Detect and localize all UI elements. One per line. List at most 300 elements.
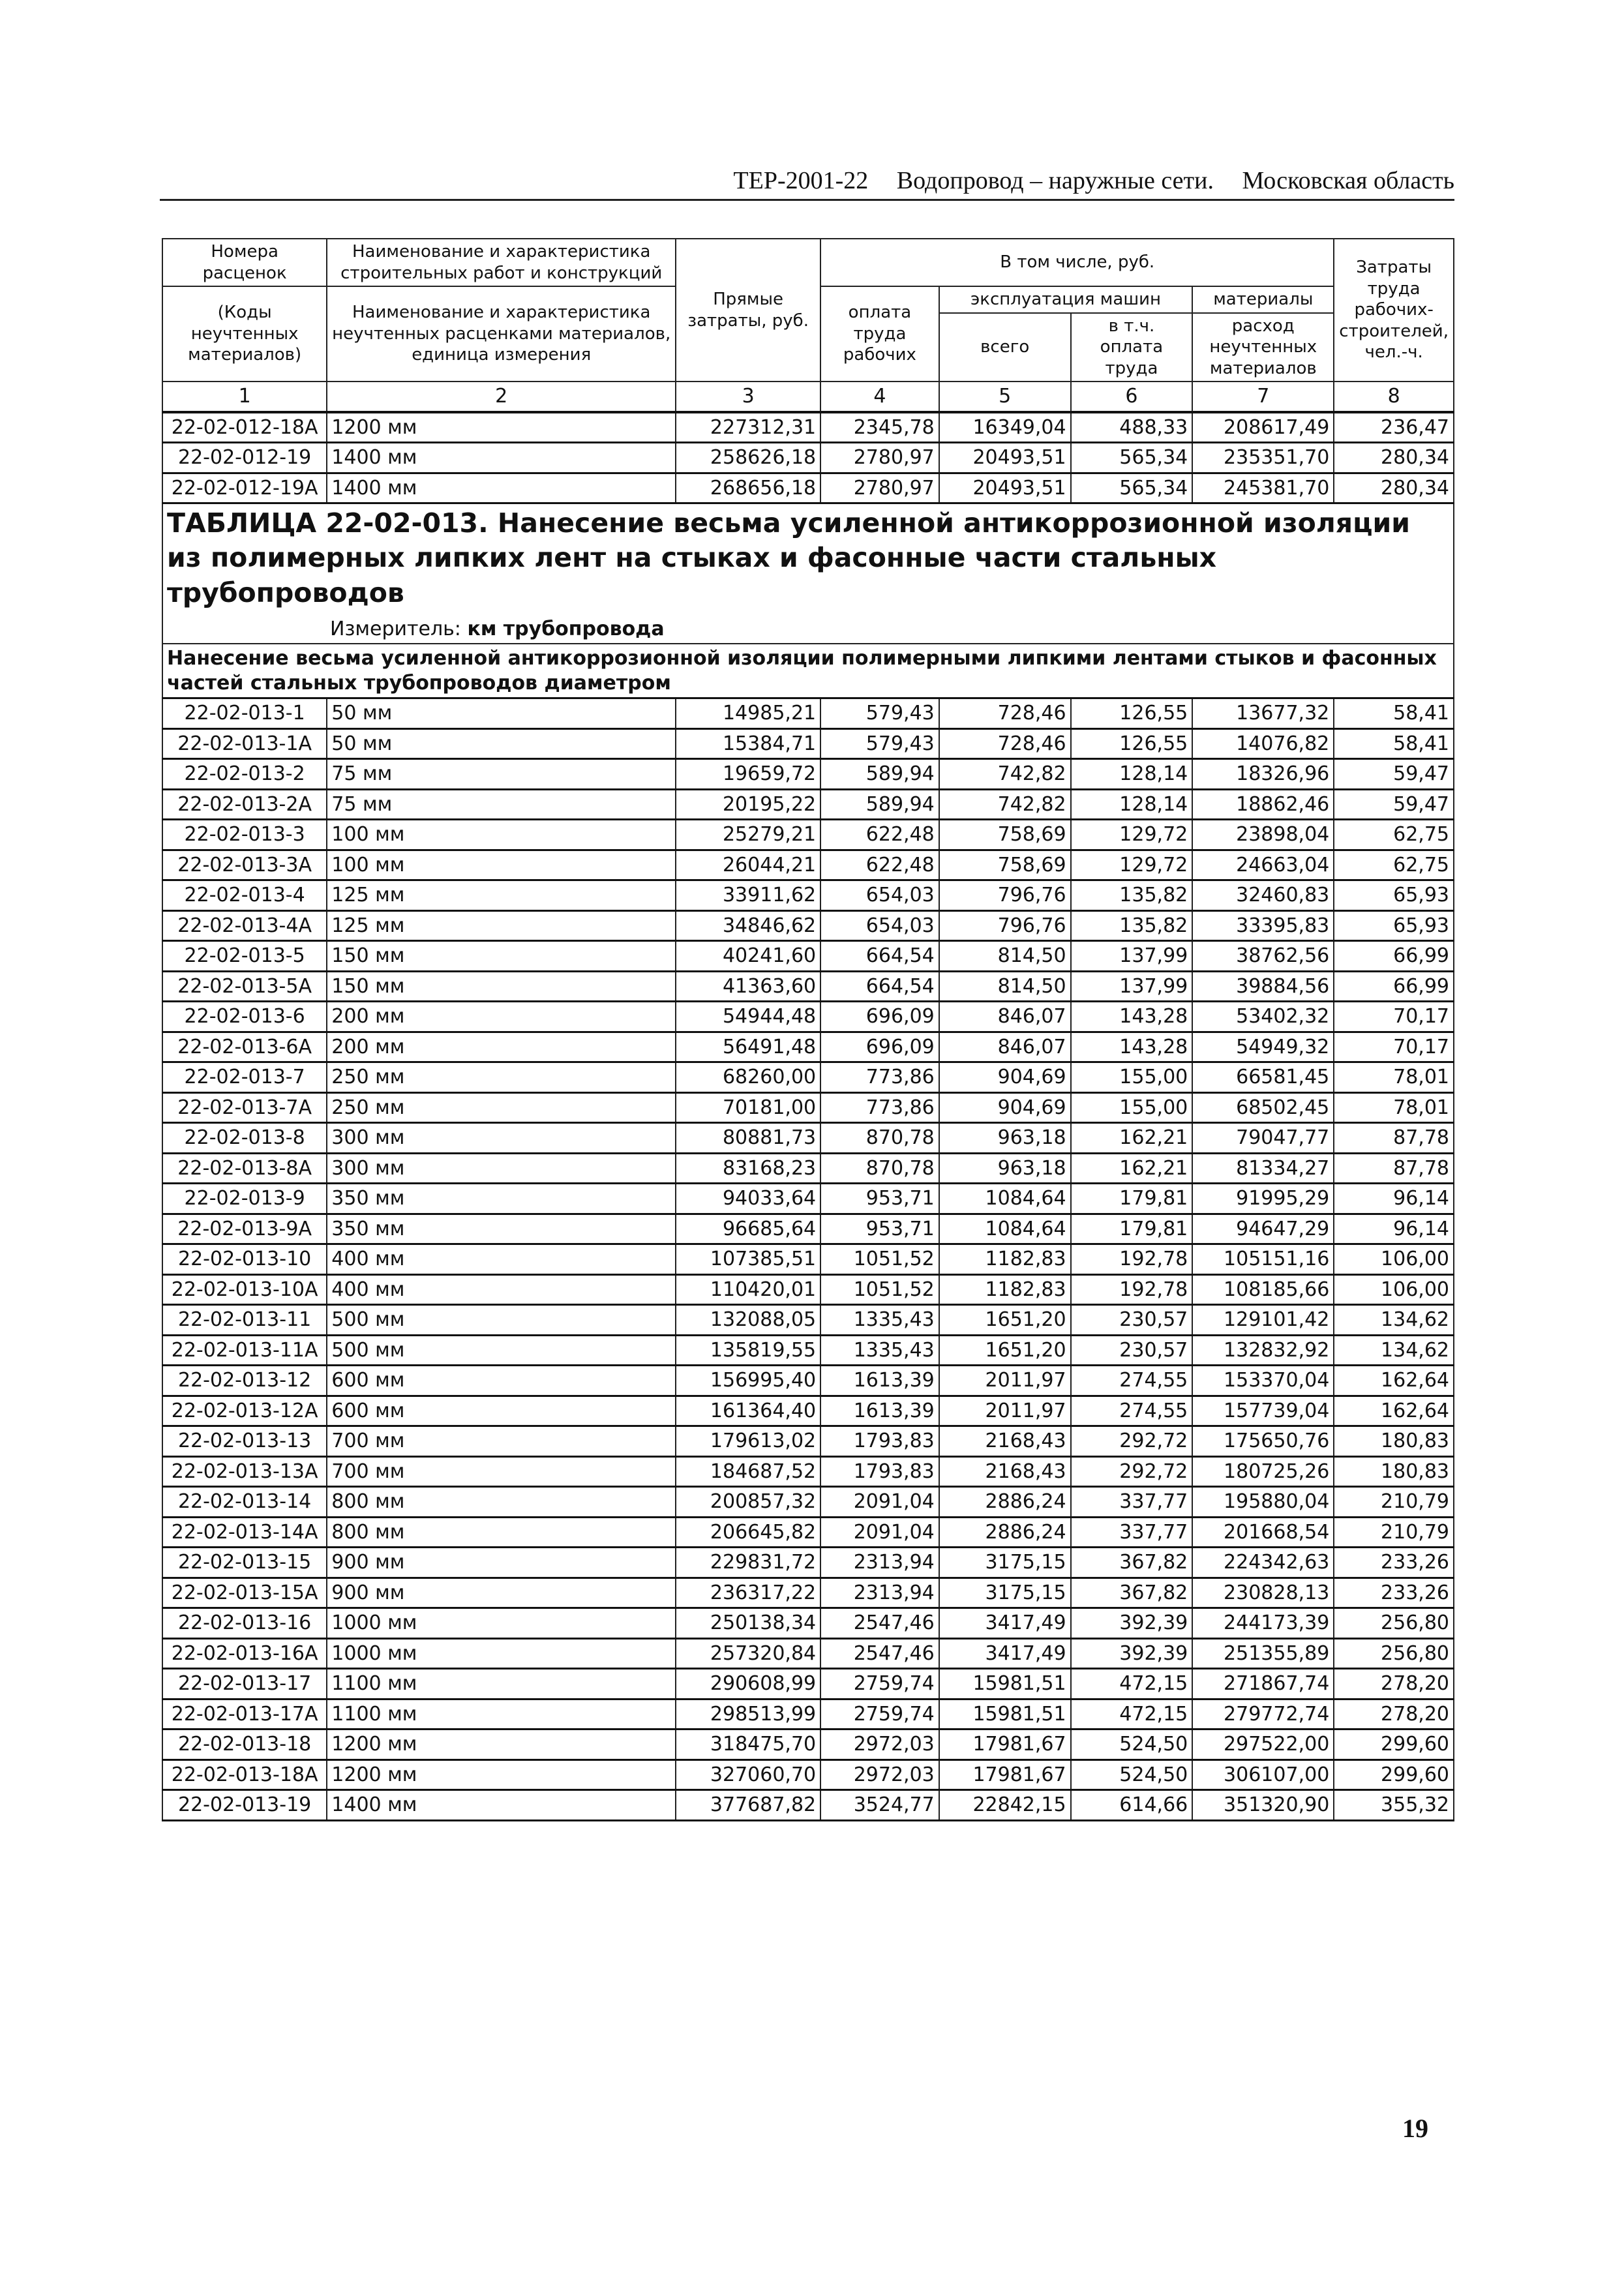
- labor-hours: 87,78: [1334, 1123, 1454, 1154]
- materials-cost: 79047,77: [1192, 1123, 1334, 1154]
- labor-hours: 59,47: [1334, 759, 1454, 790]
- machines-labor: 192,78: [1071, 1274, 1193, 1305]
- direct-costs: 54944,48: [676, 1002, 820, 1032]
- table-row: [162, 473, 1454, 503]
- labor-pay: 2091,04: [820, 1517, 939, 1548]
- table-row: [162, 1062, 1454, 1093]
- direct-costs: 96685,64: [676, 1214, 820, 1244]
- rate-code: 22-02-013-2: [162, 759, 327, 790]
- labor-pay: 696,09: [820, 1002, 939, 1032]
- table-row: [162, 941, 1454, 972]
- labor-pay: 1613,39: [820, 1396, 939, 1426]
- machines-labor: 162,21: [1071, 1123, 1193, 1154]
- work-name: 500 мм: [327, 1335, 676, 1366]
- rate-code: 22-02-013-11А: [162, 1335, 327, 1366]
- table-row: [162, 443, 1454, 473]
- rate-code: 22-02-012-19: [162, 443, 327, 473]
- labor-pay: 589,94: [820, 789, 939, 820]
- labor-pay: 696,09: [820, 1032, 939, 1062]
- table-row: [162, 1608, 1454, 1639]
- labor-pay: 2547,46: [820, 1608, 939, 1639]
- machines-total: 742,82: [939, 789, 1071, 820]
- measurer-value: км трубопровода: [467, 617, 665, 640]
- labor-pay: 2345,78: [820, 412, 939, 443]
- machines-total: 742,82: [939, 759, 1071, 790]
- work-name: 1400 мм: [327, 1790, 676, 1821]
- rate-code: 22-02-013-16: [162, 1608, 327, 1639]
- table-row: [162, 1366, 1454, 1396]
- machines-total: 2011,97: [939, 1396, 1071, 1426]
- labor-pay: 622,48: [820, 820, 939, 850]
- direct-costs: 206645,82: [676, 1517, 820, 1548]
- materials-cost: 251355,89: [1192, 1638, 1334, 1669]
- machines-total: 16349,04: [939, 412, 1071, 443]
- work-name: 350 мм: [327, 1184, 676, 1214]
- col-header-labor-pay: оплата труда рабочих: [820, 286, 939, 382]
- machines-total: 1651,20: [939, 1305, 1071, 1336]
- machines-total: 728,46: [939, 728, 1071, 759]
- col-header-machines-total: всего: [939, 313, 1071, 382]
- table-row: [162, 1699, 1454, 1729]
- materials-cost: 230828,13: [1192, 1578, 1334, 1608]
- work-name: 700 мм: [327, 1426, 676, 1457]
- direct-costs: 34846,62: [676, 910, 820, 941]
- materials-cost: 279772,74: [1192, 1699, 1334, 1729]
- measurer-label: Измеритель:: [330, 617, 461, 640]
- work-name: 50 мм: [327, 698, 676, 729]
- rate-code: 22-02-013-19: [162, 1790, 327, 1821]
- materials-cost: 105151,16: [1192, 1244, 1334, 1275]
- labor-hours: 96,14: [1334, 1184, 1454, 1214]
- labor-pay: 870,78: [820, 1123, 939, 1154]
- measurer: [330, 617, 1449, 642]
- machines-total: 17981,67: [939, 1759, 1071, 1790]
- table-row: [162, 880, 1454, 911]
- machines-labor: 230,57: [1071, 1305, 1193, 1336]
- rate-code: 22-02-013-7А: [162, 1092, 327, 1123]
- machines-labor: 524,50: [1071, 1729, 1193, 1760]
- labor-hours: 256,80: [1334, 1608, 1454, 1639]
- direct-costs: 290608,99: [676, 1669, 820, 1700]
- labor-pay: 2091,04: [820, 1487, 939, 1518]
- direct-costs: 156995,40: [676, 1366, 820, 1396]
- table-row: [162, 1517, 1454, 1548]
- materials-cost: 271867,74: [1192, 1669, 1334, 1700]
- machines-total: 728,46: [939, 698, 1071, 729]
- labor-hours: 87,78: [1334, 1153, 1454, 1184]
- labor-hours: 70,17: [1334, 1032, 1454, 1062]
- machines-labor: 179,81: [1071, 1214, 1193, 1244]
- work-name: 200 мм: [327, 1032, 676, 1062]
- machines-labor: 179,81: [1071, 1184, 1193, 1214]
- materials-cost: 32460,83: [1192, 880, 1334, 911]
- labor-hours: 280,34: [1334, 473, 1454, 503]
- materials-cost: 81334,27: [1192, 1153, 1334, 1184]
- materials-cost: 38762,56: [1192, 941, 1334, 972]
- labor-hours: 355,32: [1334, 1790, 1454, 1821]
- machines-total: 1182,83: [939, 1244, 1071, 1275]
- direct-costs: 327060,70: [676, 1759, 820, 1790]
- materials-cost: 33395,83: [1192, 910, 1334, 941]
- machines-labor: 292,72: [1071, 1456, 1193, 1487]
- labor-hours: 162,64: [1334, 1396, 1454, 1426]
- work-name: 150 мм: [327, 971, 676, 1002]
- work-name: 600 мм: [327, 1366, 676, 1396]
- table-row: [162, 1790, 1454, 1821]
- materials-cost: 297522,00: [1192, 1729, 1334, 1760]
- labor-pay: 1793,83: [820, 1426, 939, 1457]
- rate-code: 22-02-013-5А: [162, 971, 327, 1002]
- rate-code: 22-02-013-10А: [162, 1274, 327, 1305]
- table-row: [162, 1274, 1454, 1305]
- labor-hours: 106,00: [1334, 1274, 1454, 1305]
- work-name: 100 мм: [327, 820, 676, 850]
- direct-costs: 25279,21: [676, 820, 820, 850]
- labor-hours: 59,47: [1334, 789, 1454, 820]
- table-row: [162, 1244, 1454, 1275]
- col-header-machines: эксплуатация машин: [939, 286, 1193, 313]
- rate-code: 22-02-013-4: [162, 880, 327, 911]
- col-header-material-codes: (Коды неучтенных материалов): [162, 286, 327, 382]
- table-row: [162, 850, 1454, 880]
- machines-labor: 367,82: [1071, 1578, 1193, 1608]
- machines-total: 3417,49: [939, 1608, 1071, 1639]
- machines-labor: 292,72: [1071, 1426, 1193, 1457]
- rate-code: 22-02-013-9А: [162, 1214, 327, 1244]
- direct-costs: 14985,21: [676, 698, 820, 729]
- work-name: 700 мм: [327, 1456, 676, 1487]
- col-number: 6: [1071, 382, 1193, 412]
- rate-code: 22-02-013-8: [162, 1123, 327, 1154]
- labor-pay: 2759,74: [820, 1699, 939, 1729]
- machines-total: 1084,64: [939, 1184, 1071, 1214]
- materials-cost: 54949,32: [1192, 1032, 1334, 1062]
- table-row: [162, 789, 1454, 820]
- direct-costs: 20195,22: [676, 789, 820, 820]
- labor-hours: 233,26: [1334, 1578, 1454, 1608]
- rate-code: 22-02-013-13: [162, 1426, 327, 1457]
- labor-pay: 664,54: [820, 941, 939, 972]
- labor-pay: 3524,77: [820, 1790, 939, 1821]
- direct-costs: 132088,05: [676, 1305, 820, 1336]
- machines-total: 3175,15: [939, 1578, 1071, 1608]
- rate-code: 22-02-013-6: [162, 1002, 327, 1032]
- labor-hours: 96,14: [1334, 1214, 1454, 1244]
- machines-labor: 155,00: [1071, 1062, 1193, 1093]
- labor-pay: 1613,39: [820, 1366, 939, 1396]
- table-rows: [162, 698, 1454, 1821]
- direct-costs: 94033,64: [676, 1184, 820, 1214]
- work-name: 75 мм: [327, 759, 676, 790]
- machines-total: 17981,67: [939, 1729, 1071, 1760]
- direct-costs: 318475,70: [676, 1729, 820, 1760]
- col-header-machines-labor: в т.ч. оплата труда: [1071, 313, 1193, 382]
- col-number: 4: [820, 382, 939, 412]
- col-number: 5: [939, 382, 1071, 412]
- machines-labor: 126,55: [1071, 698, 1193, 729]
- rate-code: 22-02-012-18А: [162, 412, 327, 443]
- labor-hours: 210,79: [1334, 1487, 1454, 1518]
- machines-total: 3175,15: [939, 1548, 1071, 1578]
- direct-costs: 268656,18: [676, 473, 820, 503]
- direct-costs: 26044,21: [676, 850, 820, 880]
- machines-labor: 524,50: [1071, 1759, 1193, 1790]
- work-name: 50 мм: [327, 728, 676, 759]
- direct-costs: 80881,73: [676, 1123, 820, 1154]
- machines-labor: 392,39: [1071, 1638, 1193, 1669]
- labor-hours: 78,01: [1334, 1092, 1454, 1123]
- materials-cost: 224342,63: [1192, 1548, 1334, 1578]
- direct-costs: 229831,72: [676, 1548, 820, 1578]
- machines-labor: 274,55: [1071, 1396, 1193, 1426]
- materials-cost: 66581,45: [1192, 1062, 1334, 1093]
- work-name: 75 мм: [327, 789, 676, 820]
- machines-total: 796,76: [939, 880, 1071, 911]
- labor-pay: 773,86: [820, 1062, 939, 1093]
- direct-costs: 70181,00: [676, 1092, 820, 1123]
- labor-pay: 953,71: [820, 1184, 939, 1214]
- materials-cost: 175650,76: [1192, 1426, 1334, 1457]
- work-name: 500 мм: [327, 1305, 676, 1336]
- table-row: [162, 1487, 1454, 1518]
- machines-total: 2011,97: [939, 1366, 1071, 1396]
- table-row: [162, 820, 1454, 850]
- table-row: [162, 1669, 1454, 1700]
- labor-pay: 953,71: [820, 1214, 939, 1244]
- materials-cost: 201668,54: [1192, 1517, 1334, 1548]
- table-row: [162, 1092, 1454, 1123]
- work-name: 250 мм: [327, 1062, 676, 1093]
- work-name: 1400 мм: [327, 443, 676, 473]
- materials-cost: 157739,04: [1192, 1396, 1334, 1426]
- table-row: [162, 728, 1454, 759]
- rate-code: 22-02-013-17: [162, 1669, 327, 1700]
- labor-pay: 1051,52: [820, 1244, 939, 1275]
- direct-costs: 161364,40: [676, 1396, 820, 1426]
- work-name: 1000 мм: [327, 1608, 676, 1639]
- machines-labor: 135,82: [1071, 880, 1193, 911]
- materials-cost: 129101,42: [1192, 1305, 1334, 1336]
- machines-labor: 162,21: [1071, 1153, 1193, 1184]
- table-row: [162, 1456, 1454, 1487]
- labor-hours: 65,93: [1334, 880, 1454, 911]
- machines-total: 904,69: [939, 1062, 1071, 1093]
- table-row: [162, 1578, 1454, 1608]
- work-name: 1100 мм: [327, 1669, 676, 1700]
- rate-code: 22-02-012-19А: [162, 473, 327, 503]
- labor-pay: 2780,97: [820, 473, 939, 503]
- work-name: 125 мм: [327, 880, 676, 911]
- col-header-materials: материалы: [1192, 286, 1334, 313]
- rate-code: 22-02-013-5: [162, 941, 327, 972]
- labor-hours: 233,26: [1334, 1548, 1454, 1578]
- machines-total: 963,18: [939, 1153, 1071, 1184]
- labor-hours: 180,83: [1334, 1426, 1454, 1457]
- labor-hours: 70,17: [1334, 1002, 1454, 1032]
- labor-hours: 106,00: [1334, 1244, 1454, 1275]
- work-name: 300 мм: [327, 1153, 676, 1184]
- col-number: 3: [676, 382, 820, 412]
- rates-table: [162, 238, 1454, 1821]
- labor-pay: 870,78: [820, 1153, 939, 1184]
- machines-total: 3417,49: [939, 1638, 1071, 1669]
- direct-costs: 258626,18: [676, 443, 820, 473]
- machines-total: 758,69: [939, 820, 1071, 850]
- col-number: 7: [1192, 382, 1334, 412]
- machines-total: 796,76: [939, 910, 1071, 941]
- table-row: [162, 1123, 1454, 1154]
- machines-labor: 192,78: [1071, 1244, 1193, 1275]
- rate-code: 22-02-013-2А: [162, 789, 327, 820]
- machines-total: 15981,51: [939, 1699, 1071, 1729]
- table-row: [162, 1729, 1454, 1760]
- table-title-block: [162, 503, 1454, 644]
- machines-labor: 137,99: [1071, 971, 1193, 1002]
- labor-pay: 2759,74: [820, 1669, 939, 1700]
- col-number: 8: [1334, 382, 1454, 412]
- machines-total: 846,07: [939, 1032, 1071, 1062]
- rate-code: 22-02-013-1: [162, 698, 327, 729]
- rate-code: 22-02-013-12: [162, 1366, 327, 1396]
- machines-labor: 565,34: [1071, 443, 1193, 473]
- work-name: 1000 мм: [327, 1638, 676, 1669]
- col-header-codes: Номера расценок: [162, 239, 327, 286]
- work-name: 200 мм: [327, 1002, 676, 1032]
- materials-cost: 18326,96: [1192, 759, 1334, 790]
- direct-costs: 15384,71: [676, 728, 820, 759]
- labor-hours: 66,99: [1334, 941, 1454, 972]
- machines-labor: 337,77: [1071, 1517, 1193, 1548]
- machines-labor: 614,66: [1071, 1790, 1193, 1821]
- labor-hours: 78,01: [1334, 1062, 1454, 1093]
- labor-hours: 236,47: [1334, 412, 1454, 443]
- table-row: [162, 1305, 1454, 1336]
- work-name: 1400 мм: [327, 473, 676, 503]
- materials-cost: 94647,29: [1192, 1214, 1334, 1244]
- table-row: [162, 1396, 1454, 1426]
- materials-cost: 351320,90: [1192, 1790, 1334, 1821]
- labor-pay: 1793,83: [820, 1456, 939, 1487]
- table-row: [162, 971, 1454, 1002]
- direct-costs: 250138,34: [676, 1608, 820, 1639]
- page-number: 19: [1402, 2114, 1428, 2143]
- materials-cost: 68502,45: [1192, 1092, 1334, 1123]
- rate-code: 22-02-013-7: [162, 1062, 327, 1093]
- direct-costs: 200857,32: [676, 1487, 820, 1518]
- materials-cost: 245381,70: [1192, 473, 1334, 503]
- machines-total: 846,07: [939, 1002, 1071, 1032]
- labor-hours: 134,62: [1334, 1305, 1454, 1336]
- work-name: 900 мм: [327, 1548, 676, 1578]
- direct-costs: 110420,01: [676, 1274, 820, 1305]
- labor-pay: 1335,43: [820, 1305, 939, 1336]
- col-header-group: В том числе, руб.: [820, 239, 1334, 286]
- work-name: 125 мм: [327, 910, 676, 941]
- machines-labor: 472,15: [1071, 1699, 1193, 1729]
- col-header-material-name: Наименование и характеристика неучтенных расценками материалов, единица измерения: [327, 286, 676, 382]
- column-numbers-row: [162, 382, 1454, 412]
- labor-hours: 180,83: [1334, 1456, 1454, 1487]
- rate-code: 22-02-013-1А: [162, 728, 327, 759]
- work-name: 1200 мм: [327, 412, 676, 443]
- direct-costs: 184687,52: [676, 1456, 820, 1487]
- machines-total: 2168,43: [939, 1456, 1071, 1487]
- direct-costs: 56491,48: [676, 1032, 820, 1062]
- col-header-direct-costs: Прямые затраты, руб.: [676, 239, 820, 382]
- table-row: [162, 698, 1454, 729]
- labor-pay: 2972,03: [820, 1759, 939, 1790]
- materials-cost: 208617,49: [1192, 412, 1334, 443]
- machines-total: 1651,20: [939, 1335, 1071, 1366]
- rate-code: 22-02-013-10: [162, 1244, 327, 1275]
- materials-cost: 153370,04: [1192, 1366, 1334, 1396]
- machines-total: 904,69: [939, 1092, 1071, 1123]
- rate-code: 22-02-013-4А: [162, 910, 327, 941]
- machines-total: 2886,24: [939, 1487, 1071, 1518]
- col-header-labor-hours: Затраты труда рабочих-строителей, чел.-ч.: [1334, 239, 1454, 382]
- materials-cost: 18862,46: [1192, 789, 1334, 820]
- direct-costs: 227312,31: [676, 412, 820, 443]
- table-row: [162, 1759, 1454, 1790]
- work-name: 1100 мм: [327, 1699, 676, 1729]
- labor-pay: 2547,46: [820, 1638, 939, 1669]
- materials-cost: 39884,56: [1192, 971, 1334, 1002]
- labor-hours: 278,20: [1334, 1669, 1454, 1700]
- rate-code: 22-02-013-18: [162, 1729, 327, 1760]
- machines-total: 15981,51: [939, 1669, 1071, 1700]
- work-name: 1200 мм: [327, 1729, 676, 1760]
- direct-costs: 135819,55: [676, 1335, 820, 1366]
- table-row: [162, 1214, 1454, 1244]
- direct-costs: 298513,99: [676, 1699, 820, 1729]
- direct-costs: 40241,60: [676, 941, 820, 972]
- rate-code: 22-02-013-8А: [162, 1153, 327, 1184]
- labor-pay: 664,54: [820, 971, 939, 1002]
- machines-labor: 472,15: [1071, 1669, 1193, 1700]
- rate-code: 22-02-013-18А: [162, 1759, 327, 1790]
- labor-pay: 2313,94: [820, 1578, 939, 1608]
- document-title: Водопровод – наружные сети.: [896, 167, 1214, 194]
- direct-costs: 41363,60: [676, 971, 820, 1002]
- machines-labor: 155,00: [1071, 1092, 1193, 1123]
- rate-code: 22-02-013-14А: [162, 1517, 327, 1548]
- direct-costs: 107385,51: [676, 1244, 820, 1275]
- work-name: 600 мм: [327, 1396, 676, 1426]
- direct-costs: 257320,84: [676, 1638, 820, 1669]
- labor-hours: 66,99: [1334, 971, 1454, 1002]
- materials-cost: 23898,04: [1192, 820, 1334, 850]
- machines-total: 1182,83: [939, 1274, 1071, 1305]
- machines-labor: 367,82: [1071, 1548, 1193, 1578]
- rate-code: 22-02-013-15А: [162, 1578, 327, 1608]
- machines-total: 20493,51: [939, 443, 1071, 473]
- col-header-unaccounted-materials: расход неучтенных материалов: [1192, 313, 1334, 382]
- labor-hours: 134,62: [1334, 1335, 1454, 1366]
- labor-hours: 58,41: [1334, 698, 1454, 729]
- machines-labor: 126,55: [1071, 728, 1193, 759]
- labor-pay: 2972,03: [820, 1729, 939, 1760]
- table-title: ТАБЛИЦА 22-02-013. Нанесение весьма усиленной антикоррозионной изоляции из полимерных липких лент на стыках и фасонные части стальных трубопроводов: [167, 507, 1410, 608]
- machines-labor: 274,55: [1071, 1366, 1193, 1396]
- labor-pay: 1335,43: [820, 1335, 939, 1366]
- table-row: [162, 910, 1454, 941]
- work-name: 150 мм: [327, 941, 676, 972]
- rate-code: 22-02-013-6А: [162, 1032, 327, 1062]
- rate-code: 22-02-013-15: [162, 1548, 327, 1578]
- rate-code: 22-02-013-9: [162, 1184, 327, 1214]
- previous-table-rows: [162, 412, 1454, 503]
- materials-cost: 53402,32: [1192, 1002, 1334, 1032]
